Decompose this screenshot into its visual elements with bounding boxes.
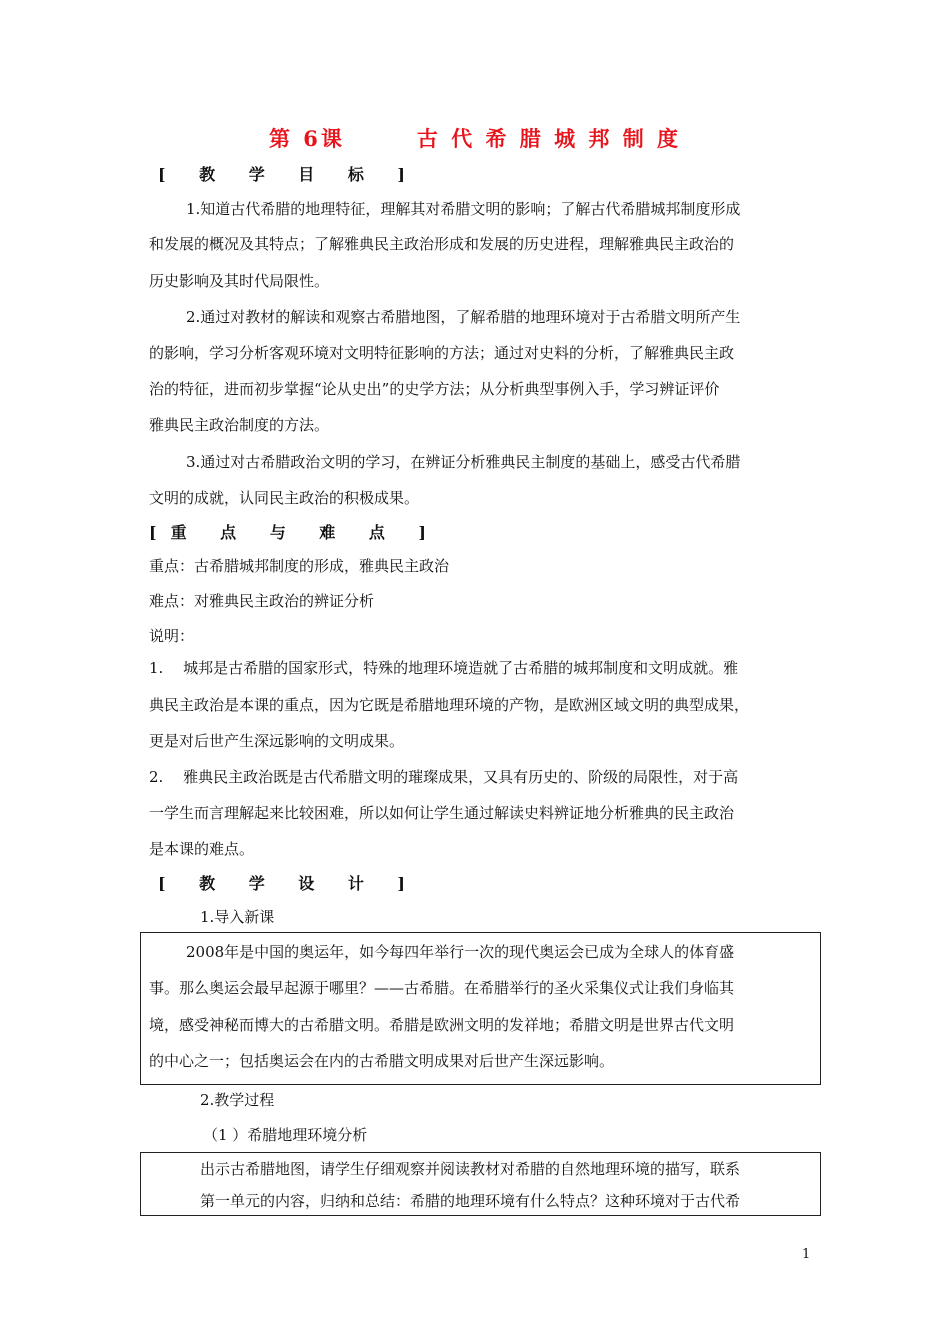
- process-heading: 2.教学过程: [200, 1091, 275, 1109]
- intro-box-line-1: 2008年是中国的奥运年，如今每四年举行一次的现代奥运会已成为全球人的体育盛: [186, 943, 735, 961]
- geography-box-line-1: 出示古希腊地图，请学生仔细观察并阅读教材对希腊的自然地理环境的描写，联系: [200, 1160, 741, 1178]
- objective-2-line-2: 的影响，学习分析客观环境对文明特征影响的方法；通过对史料的分析，了解雅典民主政: [149, 344, 735, 362]
- key-point: 重点：古希腊城邦制度的形成，雅典民主政治: [149, 557, 450, 575]
- difficult-point: 难点：对雅典民主政治的辨证分析: [149, 592, 375, 610]
- note-2-line-3: 是本课的难点。: [149, 840, 255, 858]
- note-1-line-2: 典民主政治是本课的重点，因为它既是希腊地理环境的产物，是欧洲区域文明的典型成果，: [149, 696, 750, 714]
- objective-3-line-2: 文明的成就，认同民主政治的积极成果。: [149, 489, 420, 507]
- note-1-line-3: 更是对后世产生深远影响的文明成果。: [149, 732, 405, 750]
- objective-3-line-1: 3.通过对古希腊政治文明的学习，在辨证分析雅典民主制度的基础上，感受古代希腊: [186, 453, 741, 471]
- intro-box-line-3: 境，感受神秘而博大的古希腊文明。希腊是欧洲文明的发祥地；希腊文明是世界古代文明: [149, 1016, 735, 1034]
- section-design: [ 教 学 设 计 ]: [158, 874, 419, 893]
- objective-2-line-1: 2.通过对教材的解读和观察古希腊地图，了解希腊的地理环境对于古希腊文明所产生: [186, 308, 741, 326]
- objective-1-line-2: 和发展的概况及其特点；了解雅典民主政治形成和发展的历史进程，理解雅典民主政治的: [149, 235, 735, 253]
- note-label: 说明：: [149, 627, 195, 645]
- intro-box-line-2: 事。那么奥运会最早起源于哪里？——古希腊。在希腊举行的圣火采集仪式让我们身临其: [149, 979, 735, 997]
- objective-2-line-4: 雅典民主政治制度的方法。: [149, 416, 330, 434]
- lesson-name: 古 代 希 腊 城 邦 制 度: [416, 126, 682, 151]
- note-1-line-1: 1. 城邦是古希腊的国家形式，特殊的地理环境造就了古希腊的城邦制度和文明成就。雅: [149, 659, 739, 677]
- intro-box-line-4: 的中心之一；包括奥运会在内的古希腊文明成果对后世产生深远影响。: [149, 1052, 615, 1070]
- note-2-line-1: 2. 雅典民主政治既是古代希腊文明的璀璨成果，又具有历史的、阶级的局限性，对于高: [149, 768, 739, 786]
- section-keypoints: [重 点 与 难 点 ]: [149, 523, 440, 542]
- sub-heading-geography: （1 ）希腊地理环境分析: [203, 1126, 368, 1144]
- lesson-number: 第 6课: [268, 126, 345, 151]
- page-title: [0, 123, 950, 153]
- objective-1-line-1: 1.知道古代希腊的地理特征，理解其对希腊文明的影响；了解古代希腊城邦制度形成: [186, 200, 741, 218]
- intro-heading: 1.导入新课: [200, 908, 275, 926]
- section-objectives: [ 教 学 目 标 ]: [158, 165, 419, 184]
- page-number: 1: [802, 1247, 811, 1262]
- note-2-line-2: 一学生而言理解起来比较困难，所以如何让学生通过解读史料辨证地分析雅典的民主政治: [149, 804, 735, 822]
- geography-box-line-2: 第一单元的内容，归纳和总结：希腊的地理环境有什么特点？这种环境对于古代希: [200, 1192, 741, 1210]
- objective-1-line-3: 历史影响及其时代局限性。: [149, 272, 330, 290]
- objective-2-line-3: 治的特征，进而初步掌握“论从史出”的史学方法；从分析典型事例入手，学习辨证评价: [149, 380, 720, 398]
